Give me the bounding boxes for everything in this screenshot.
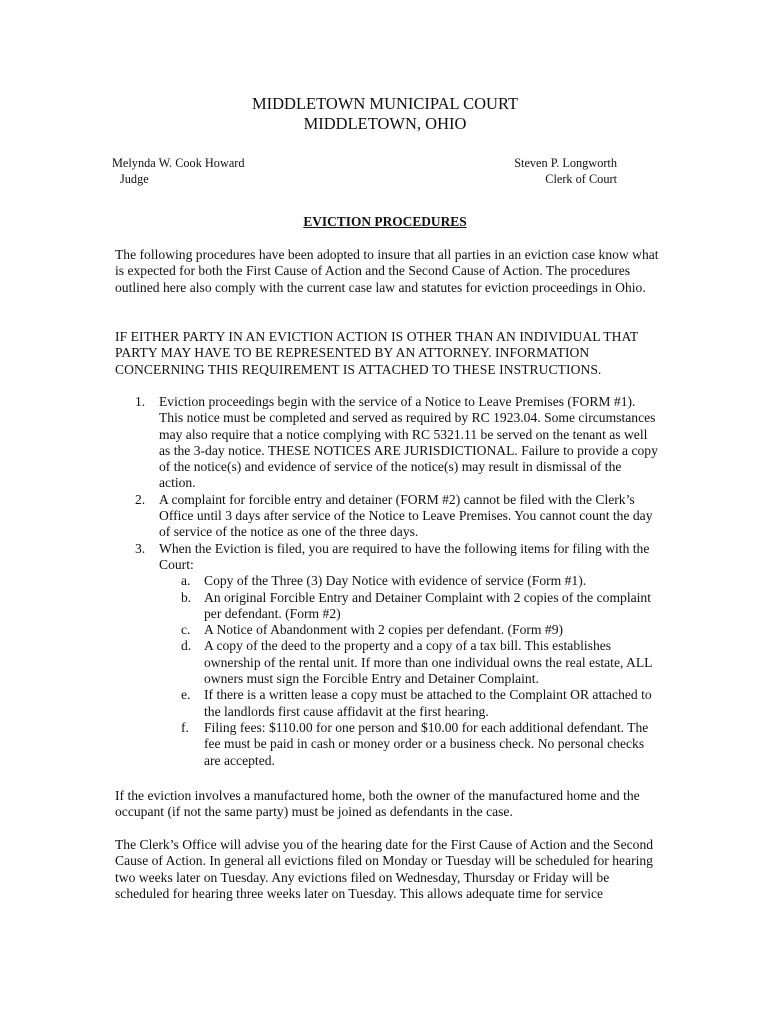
step-number: 2. bbox=[135, 491, 146, 507]
manufactured-home-text: If the eviction involves a manufactured home, both the owner of the manufactured home and the occupant (if not the same party) must be joined as defendants in the case. bbox=[115, 788, 640, 820]
filing-item bbox=[159, 590, 660, 623]
step-text: Eviction proceedings begin with the service of a Notice to Leave Premises (FORM #1). This notice must be completed and served as required by RC 1923.04. Some circumstances may also require that a notice complying with RC 5321.11 be served on the tenant as well as the 3-day notice. THESE NOTICES ARE JURISDICTIONAL. Failure to provide a copy of the notice(s) and evidence of service of the notice(s) may result in dismissal of the action. bbox=[159, 394, 658, 491]
step-number: 1. bbox=[135, 394, 146, 409]
intro-text: The following procedures have been adopted to insure that all parties in an eviction case know what is expected for both the First Cause of Action and the Second Cause of Action. The procedures outlined here also comply with the current case law and statutes for eviction proceedings in Ohio. bbox=[115, 247, 659, 295]
filing-item bbox=[159, 622, 660, 638]
clerk-office-text: The Clerk’s Office will advise you of the hearing date for the First Cause of Action and the Second Cause of Action. In general all evictions filed on Monday or Tuesday will be scheduled for hearing two weeks later on Tuesday. Any evictions filed on Wednesday, Thursday or Friday will be scheduled for hearing three weeks later on Tuesday. This allows adequate time for service bbox=[115, 837, 654, 901]
filing-items-list bbox=[159, 573, 660, 769]
procedure-step bbox=[115, 492, 660, 541]
manufactured-home-paragraph bbox=[115, 788, 660, 821]
procedure-step bbox=[115, 394, 660, 492]
clerk-office-paragraph bbox=[115, 837, 660, 902]
filing-item-text: A copy of the deed to the property and a copy of a tax bill. This establishes ownership of the rental unit. If more than one individual owns the real estate, ALL owners must sign the Forcible Entry and Detainer Complaint. bbox=[204, 638, 652, 687]
filing-item-letter: c. bbox=[181, 622, 191, 638]
step-text: When the Eviction is filed, you are required to have the following items for filing with the Court: bbox=[159, 540, 650, 572]
filing-item-letter: e. bbox=[181, 687, 191, 703]
court-location: MIDDLETOWN, OHIO bbox=[303, 114, 467, 133]
filing-item-text: Filing fees: $110.00 for one person and $10.00 for each additional defendant. The fee must be paid in cash or money order or a business check. No personal checks are accepted. bbox=[204, 719, 649, 768]
filing-item-text: If there is a written lease a copy must be attached to the Complaint OR attached to the landlords first cause affidavit at the first hearing. bbox=[204, 687, 652, 719]
filing-item-text: Copy of the Three (3) Day Notice with evidence of service (Form #1). bbox=[204, 573, 587, 589]
filing-item-letter: d. bbox=[181, 638, 192, 654]
filing-item bbox=[159, 638, 660, 687]
filing-item bbox=[159, 573, 660, 589]
procedure-step bbox=[115, 541, 660, 769]
intro-paragraph bbox=[115, 247, 660, 296]
judge-title: Judge bbox=[120, 172, 149, 186]
filing-item-letter: b. bbox=[181, 589, 192, 605]
document-title: EVICTION PROCEDURES bbox=[303, 214, 467, 229]
filing-item-letter: a. bbox=[181, 573, 191, 589]
procedure-steps-list bbox=[115, 394, 660, 769]
clerk-block bbox=[417, 155, 617, 187]
judge-block bbox=[112, 155, 372, 187]
filing-item-text: An original Forcible Entry and Detainer Complaint with 2 copies of the complaint per defendant. (Form #2) bbox=[204, 589, 651, 621]
attorney-notice-text: IF EITHER PARTY IN AN EVICTION ACTION IS OTHER THAN AN INDIVIDUAL THAT PARTY MAY HAVE TO BE REPRESENTED BY AN ATTORNEY. INFORMATION CONCERNING THIS REQUIREMENT IS ATTACHED TO THESE INSTRUCTIONS. bbox=[115, 329, 638, 377]
clerk-name: Steven P. Longworth bbox=[514, 156, 617, 170]
clerk-title: Clerk of Court bbox=[545, 172, 617, 186]
filing-item bbox=[159, 687, 660, 720]
court-header bbox=[0, 94, 770, 134]
filing-item-letter: f. bbox=[181, 719, 189, 735]
attorney-notice-paragraph bbox=[115, 329, 660, 378]
court-name: MIDDLETOWN MUNICIPAL COURT bbox=[251, 94, 519, 113]
step-number: 3. bbox=[135, 540, 146, 556]
step-text: A complaint for forcible entry and detainer (FORM #2) cannot be filed with the Clerk’s Office until 3 days after service of the Notice to Leave Premises. You cannot count the day of service of the notice as one of the three days. bbox=[159, 491, 653, 540]
filing-item bbox=[159, 720, 660, 769]
filing-item-text: A Notice of Abandonment with 2 copies per defendant. (Form #9) bbox=[204, 622, 564, 638]
judge-name: Melynda W. Cook Howard bbox=[112, 156, 245, 170]
